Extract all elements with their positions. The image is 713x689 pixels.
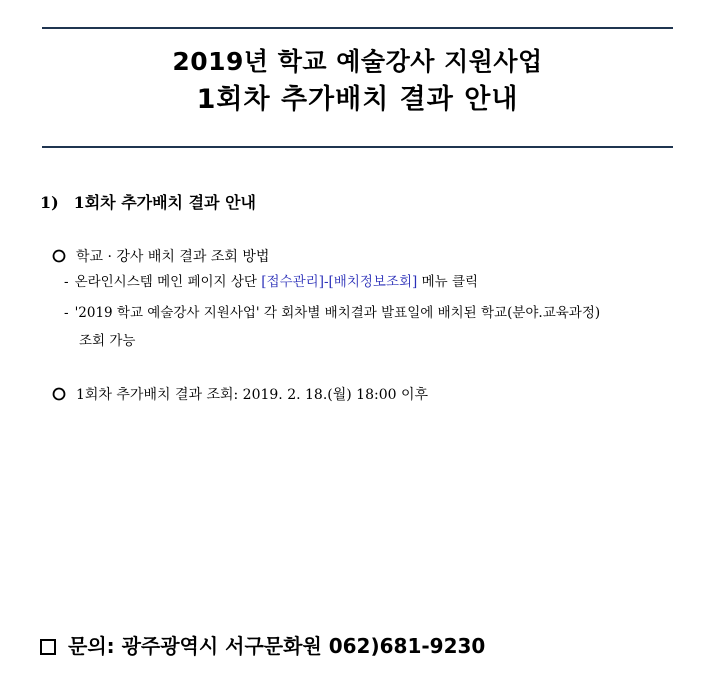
- document-title: [42, 44, 673, 120]
- sub-item-line-2: 조회 가능: [79, 333, 136, 349]
- list-item-label: 1회차 추가배치 결과 조회: 2019. 2. 18.(월) 18:00 이후: [76, 387, 429, 403]
- sub-item-menu-path: [64, 272, 478, 292]
- sub-item-results-description: [64, 303, 600, 323]
- empty-checkbox-icon: [40, 639, 56, 655]
- dash-marker: -: [64, 305, 69, 321]
- section-heading: [40, 190, 256, 213]
- contact-text: 문의: 광주광역시 서구문화원 062)681-9230: [68, 634, 486, 658]
- dash-marker: -: [64, 274, 69, 290]
- title-line-2: 1회차 추가배치 결과 안내: [196, 84, 519, 115]
- list-item-label: 학교 · 강사 배치 결과 조회 방법: [76, 249, 270, 265]
- hollow-circle-icon: [52, 249, 66, 263]
- section-number: 1): [40, 193, 59, 212]
- list-item-lookup-date: [52, 385, 428, 405]
- title-line-1: 2019년 학교 예술강사 지원사업: [172, 47, 543, 76]
- sub-item-line-1: '2019 학교 예술강사 지원사업' 각 회차별 배치결과 발표일에 배치된 학교(분야.교육과정): [74, 305, 601, 321]
- contact-line: [40, 632, 485, 660]
- title-top-rule: [42, 27, 673, 29]
- list-item-lookup-method: [52, 247, 269, 267]
- menu-link-placement-info[interactable]: [배치정보조회]: [328, 274, 418, 290]
- menu-link-reception[interactable]: [접수관리]: [261, 274, 324, 290]
- menu-link-separator: -: [323, 274, 329, 290]
- section-heading-text: 1회차 추가배치 결과 안내: [73, 193, 256, 212]
- sub-item-prefix: 온라인시스템 메인 페이지 상단: [74, 274, 262, 290]
- sub-item-suffix: 메뉴 클릭: [417, 274, 479, 290]
- title-bottom-rule: [42, 146, 673, 148]
- hollow-circle-icon: [52, 387, 66, 401]
- sub-item-continuation: [79, 331, 135, 351]
